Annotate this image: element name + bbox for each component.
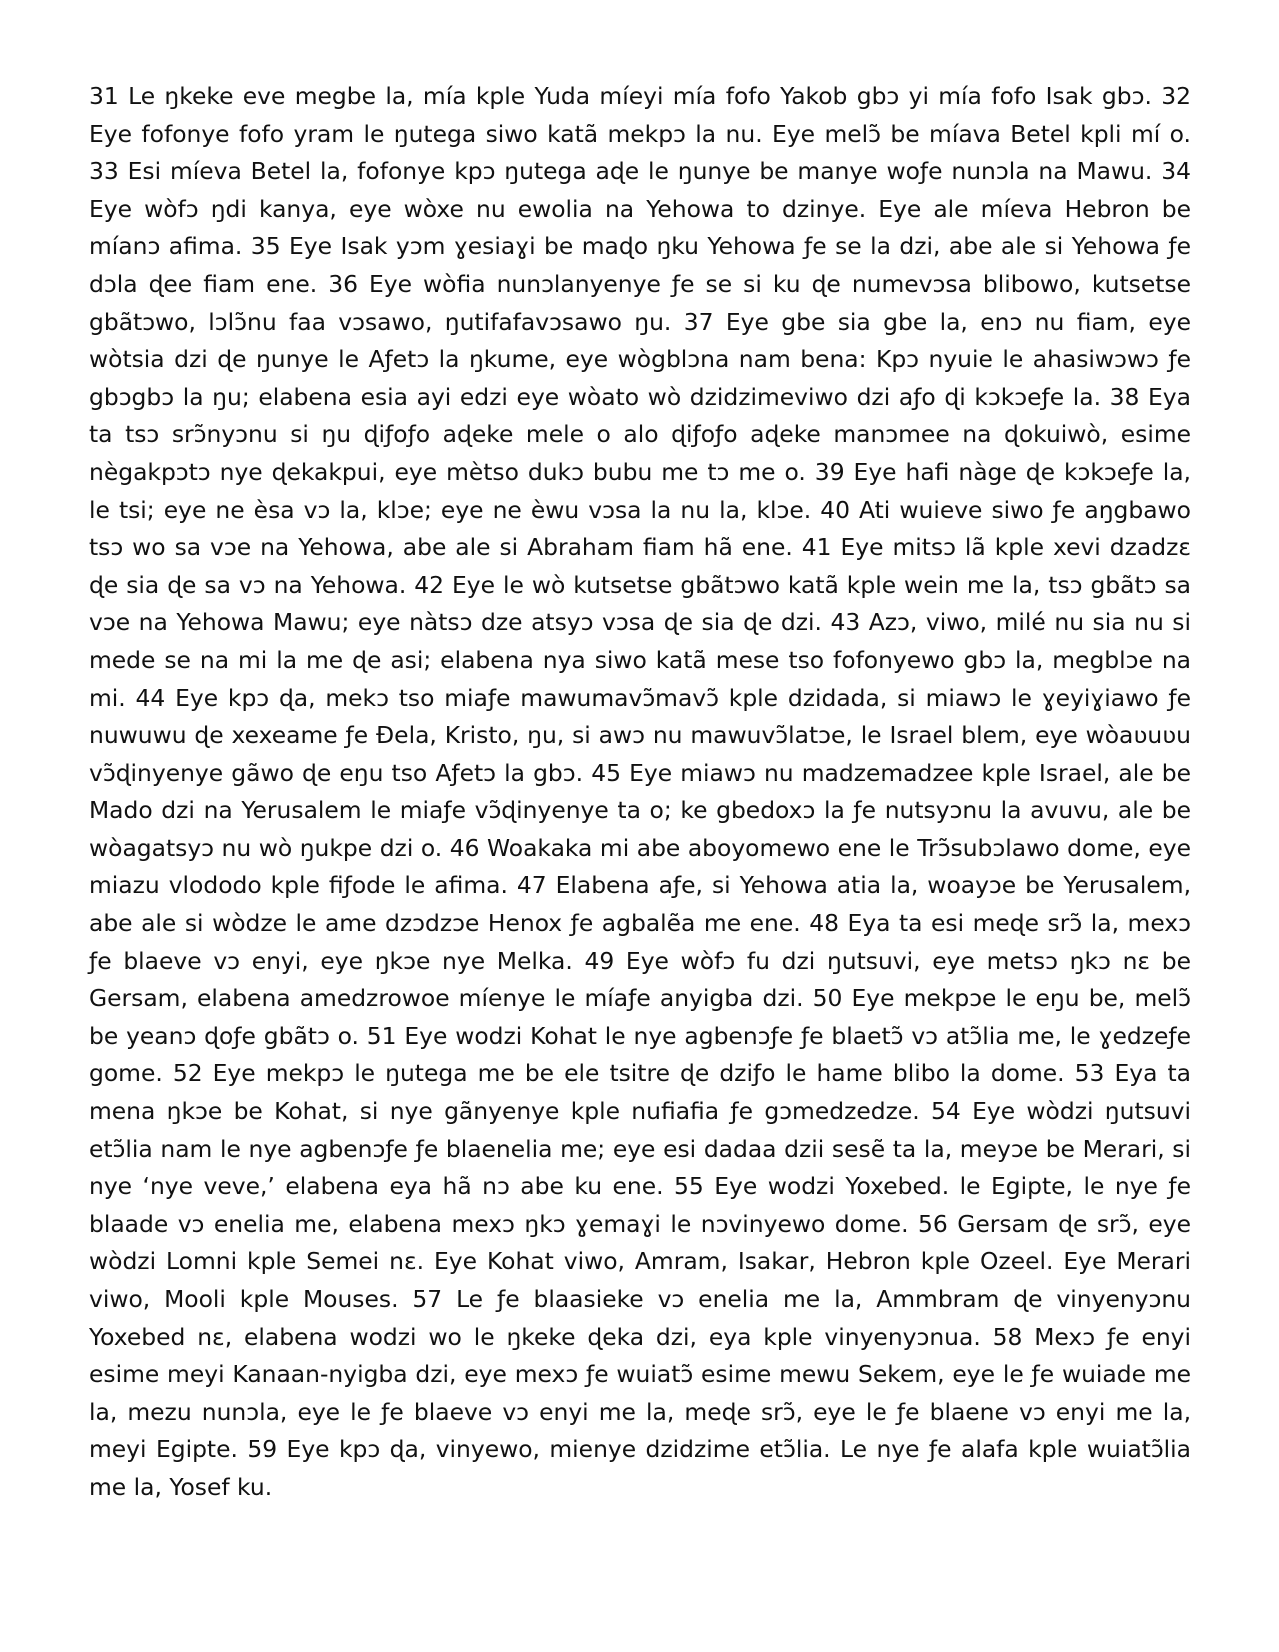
document-page bbox=[89, 78, 1191, 1507]
body-paragraph: 31 Le ŋkeke eve megbe la, mía kple Yuda míeyi mía fofo Yakob gbɔ yi mía fofo Isak gbɔ. 32 Eye fofonye fofo yram le ŋutega siwo katã mekpɔ la nu. Eye melɔ̃ be míava Betel kpli mí o. 33 Esi míeva Betel la, fofonye kpɔ ŋutega aɖe le ŋunye be manye woƒe nunɔla na Mawu. 34 Eye wòfɔ ŋdi kanya, eye wòxe nu ewolia na Yehowa to dzinye. Eye ale míeva Hebron be míanɔ afima. 35 Eye Isak yɔm ɣesiaɣi be maɖo ŋku Yehowa ƒe se la dzi, abe ale si Yehowa ƒe dɔla ɖee fiam ene. 36 Eye wòfia nunɔlanyenye ƒe se si ku ɖe numevɔsa blibowo, kutsetse gbãtɔwo, lɔlɔ̃nu faa vɔsawo, ŋutifafavɔsawo ŋu. 37 Eye gbe sia gbe la, enɔ nu fiam, eye wòtsia dzi ɖe ŋunye le Aƒetɔ la ŋkume, eye wògblɔna nam bena: Kpɔ nyuie le ahasiwɔwɔ ƒe gbɔgbɔ la ŋu; elabena esia ayi edzi eye wòato wò dzidzimeviwo dzi aƒo ɖi kɔkɔeƒe la. 38 Eya ta tsɔ srɔ̃nyɔnu si ŋu ɖiƒoƒo aɖeke mele o alo ɖiƒoƒo aɖeke manɔmee na ɖokuiwò, esime nègakpɔtɔ nye ɖekakpui, eye mètso dukɔ bubu me tɔ me o. 39 Eye hafi nàge ɖe kɔkɔeƒe la, le tsi; eye ne èsa vɔ la, klɔe; eye ne èwu vɔsa la nu la, klɔe. 40 Ati wuieve siwo ƒe aŋgbawo tsɔ wo sa vɔe na Yehowa, abe ale si Abraham fiam hã ene. 41 Eye mitsɔ lã kple xevi dzadzɛ ɖe sia ɖe sa vɔ na Yehowa. 42 Eye le wò kutsetse gbãtɔwo katã kple wein me la, tsɔ gbãtɔ sa vɔe na Yehowa Mawu; eye nàtsɔ dze atsyɔ vɔsa ɖe sia ɖe dzi. 43 Azɔ, viwo, milé nu sia nu si mede se na mi la me ɖe asi; elabena nya siwo katã mese tso fofonyewo gbɔ la, megblɔe na mi. 44 Eye kpɔ ɖa, mekɔ tso miaƒe mawumavɔ̃mavɔ̃ kple dzidada, si miawɔ le ɣeyiɣiawo ƒe nuwuwu ɖe xexeame ƒe Ɖela, Kristo, ŋu, si awɔ nu mawuvɔ̃latɔe, le Israel blem, eye wòaʋuʋu vɔ̃ɖinyenye gãwo ɖe eŋu tso Aƒetɔ la gbɔ. 45 Eye miawɔ nu madzemadzee kple Israel, ale be Mado dzi na Yerusalem le miaƒe vɔ̃ɖinyenye ta o; ke gbedoxɔ la ƒe nutsyɔnu la avuvu, ale be wòagatsyɔ nu wò ŋukpe dzi o. 46 Woakaka mi abe aboyomewo ene le Trɔ̃subɔlawo dome, eye miazu vlododo kple fiƒode le afima. 47 Elabena aƒe, si Yehowa atia la, woayɔe be Yerusalem, abe ale si wòdze le ame dzɔdzɔe Henox ƒe agbalẽa me ene. 48 Eya ta esi meɖe srɔ̃ la, mexɔ ƒe blaeve vɔ enyi, eye ŋkɔe nye Melka. 49 Eye wòfɔ fu dzi ŋutsuvi, eye metsɔ ŋkɔ nɛ be Gersam, elabena amedzrowoe míenye le míaƒe anyigba dzi. 50 Eye mekpɔe le eŋu be, melɔ̃ be yeanɔ ɖoƒe gbãtɔ o. 51 Eye wodzi Kohat le nye agbenɔƒe ƒe blaetɔ̃ vɔ atɔ̃lia me, le ɣedzeƒe gome. 52 Eye mekpɔ le ŋutega me be ele tsitre ɖe dziƒo le hame blibo la dome. 53 Eya ta mena ŋkɔe be Kohat, si nye gãnyenye kple nufiafia ƒe gɔmedzedze. 54 Eye wòdzi ŋutsuvi etɔ̃lia nam le nye agbenɔƒe ƒe blaenelia me; eye esi dadaa dzii sesẽ ta la, meyɔe be Merari, si nye ‘nye veve,’ elabena eya hã nɔ abe ku ene. 55 Eye wodzi Yoxebed. le Egipte, le nye ƒe blaade vɔ enelia me, elabena mexɔ ŋkɔ ɣemaɣi le nɔvinyewo dome. 56 Gersam ɖe srɔ̃, eye wòdzi Lomni kple Semei nɛ. Eye Kohat viwo, Amram, Isakar, Hebron kple Ozeel. Eye Merari viwo, Mooli kple Mouses. 57 Le ƒe blaasieke vɔ enelia me la, Ammbram ɖe vinyenyɔnu Yoxebed nɛ, elabena wodzi wo le ŋkeke ɖeka dzi, eya kple vinyenyɔnua. 58 Mexɔ ƒe enyi esime meyi Kanaan-nyigba dzi, eye mexɔ ƒe wuiatɔ̃ esime mewu Sekem, eye le ƒe wuiade me la, mezu nunɔla, eye le ƒe blaeve vɔ enyi me la, meɖe srɔ̃, eye le ƒe blaene vɔ enyi me la, meyi Egipte. 59 Eye kpɔ ɖa, vinyewo, mienye dzidzime etɔ̃lia. Le nye ƒe alafa kple wuiatɔ̃lia me la, Yosef ku. bbox=[89, 82, 1191, 1501]
